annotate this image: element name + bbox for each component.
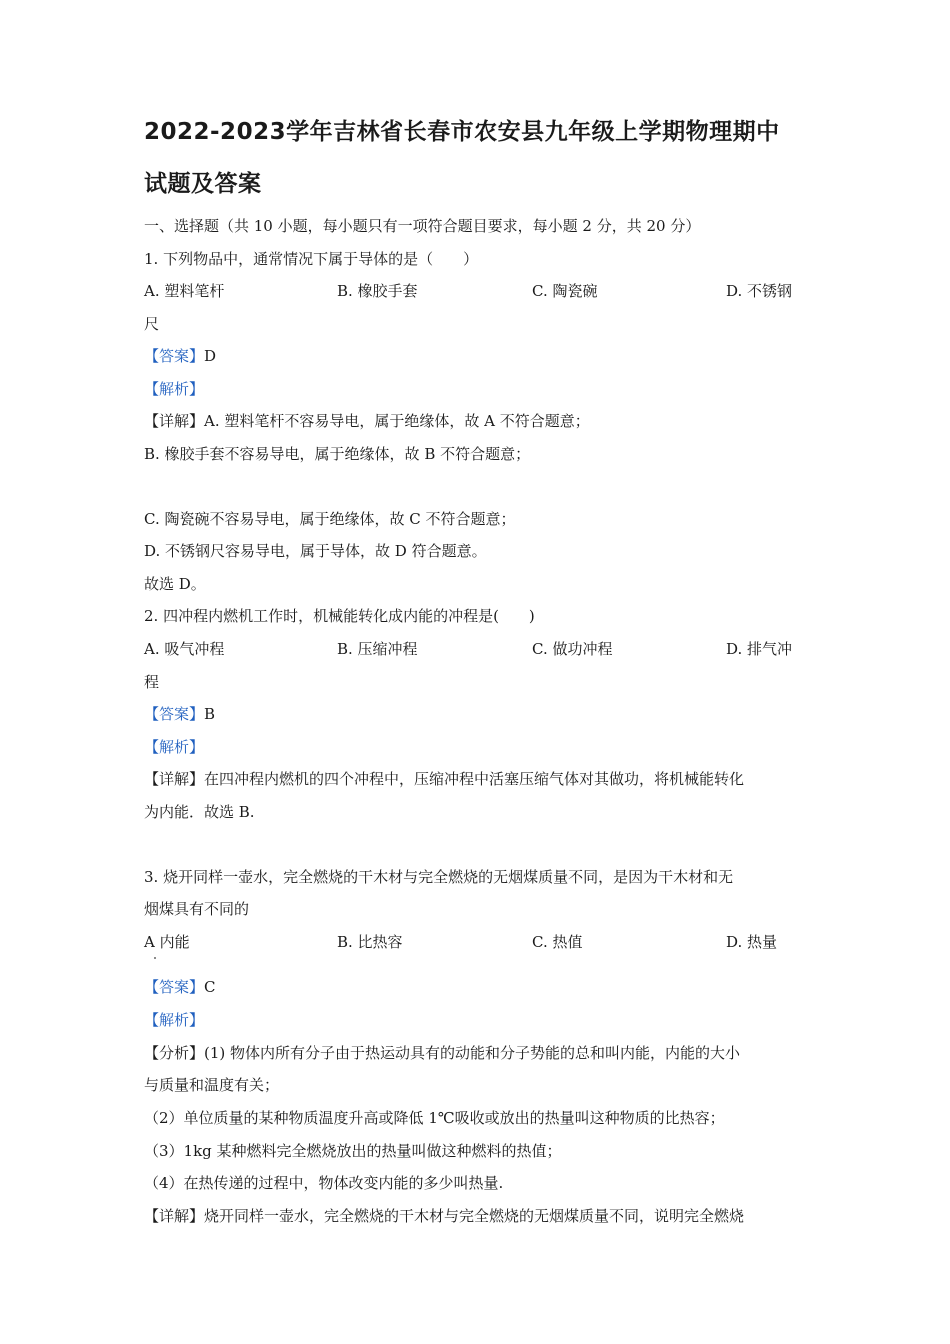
q2-detail-line-1 bbox=[144, 769, 744, 789]
q2-option-c: C. 做功冲程 bbox=[532, 640, 613, 658]
answer-value: B bbox=[204, 705, 216, 723]
q3-detail-line-1 bbox=[144, 1206, 744, 1226]
q2-stem: 2. 四冲程内燃机工作时，机械能转化成内能的冲程是( ) bbox=[144, 607, 535, 625]
q3-option-d: D. 热量 bbox=[726, 933, 778, 951]
fenxi-tag: 【分析】 bbox=[144, 1044, 205, 1062]
q2-option-a: A. 吸气冲程 bbox=[144, 640, 225, 658]
q3-fenxi-line-5: （4）在热传递的过程中，物体改变内能的多少叫热量. bbox=[144, 1174, 504, 1192]
answer-tag: 【答案】 bbox=[144, 347, 205, 365]
q1-stem: 1. 下列物品中，通常情况下属于导体的是（ ） bbox=[144, 250, 479, 268]
answer-value: D bbox=[204, 347, 217, 365]
detail-tag: 【详解】 bbox=[144, 770, 205, 788]
q1-analysis-tag: 【解析】 bbox=[144, 380, 205, 398]
q1-option-d: D. 不锈钢 bbox=[726, 282, 793, 300]
detail-text: 在四冲程内燃机的四个冲程中，压缩冲程中活塞压缩气体对其做功，将机械能转化 bbox=[204, 770, 745, 788]
q3-fenxi-line-3: （2）单位质量的某种物质温度升高或降低 1℃吸收或放出的热量叫这种物质的比热容； bbox=[144, 1109, 725, 1127]
stray-dot bbox=[154, 957, 156, 959]
q2-analysis-tag: 【解析】 bbox=[144, 738, 205, 756]
fenxi-text: (1) 物体内所有分子由于热运动具有的动能和分子势能的总和叫内能，内能的大小 bbox=[204, 1044, 741, 1062]
detail-text: 烧开同样一壶水，完全燃烧的干木材与完全燃烧的无烟煤质量不同，说明完全燃烧 bbox=[204, 1207, 745, 1225]
q3-answer bbox=[144, 977, 216, 997]
q1-detail-line-3: C. 陶瓷碗不容易导电，属于绝缘体，故 C 不符合题意； bbox=[144, 510, 516, 528]
detail-text: A. 塑料笔杆不容易导电，属于绝缘体，故 A 不符合题意； bbox=[204, 412, 590, 430]
q1-answer bbox=[144, 346, 216, 366]
answer-value: C bbox=[204, 978, 216, 996]
answer-tag: 【答案】 bbox=[144, 978, 205, 996]
detail-tag: 【详解】 bbox=[144, 1207, 205, 1225]
answer-tag: 【答案】 bbox=[144, 705, 205, 723]
q1-conclusion: 故选 D。 bbox=[144, 575, 206, 593]
q3-fenxi-line-2: 与质量和温度有关； bbox=[144, 1076, 280, 1094]
q2-option-d-wrap: 程 bbox=[144, 673, 160, 691]
document-title-line-1: 2022-2023学年吉林省长春市农安县九年级上学期物理期中 bbox=[144, 119, 780, 145]
q2-option-d: D. 排气冲 bbox=[726, 640, 793, 658]
q2-option-b: B. 压缩冲程 bbox=[337, 640, 418, 658]
q3-option-b: B. 比热容 bbox=[337, 933, 403, 951]
q3-analysis-tag: 【解析】 bbox=[144, 1011, 205, 1029]
q3-option-c: C. 热值 bbox=[532, 933, 583, 951]
detail-tag: 【详解】 bbox=[144, 412, 205, 430]
q1-option-d-wrap: 尺 bbox=[144, 315, 160, 333]
document-title-line-2: 试题及答案 bbox=[144, 171, 262, 197]
q3-fenxi-line-1 bbox=[144, 1043, 740, 1063]
q3-stem-line-2: 烟煤具有不同的 bbox=[144, 900, 250, 918]
q1-option-a: A. 塑料笔杆 bbox=[144, 282, 225, 300]
q3-option-a: A 内能 bbox=[144, 933, 190, 951]
q1-option-b: B. 橡胶手套 bbox=[337, 282, 418, 300]
q1-option-c: C. 陶瓷碗 bbox=[532, 282, 598, 300]
q1-detail-line-1 bbox=[144, 411, 590, 431]
q1-detail-line-4: D. 不锈钢尺容易导电，属于导体，故 D 符合题意。 bbox=[144, 542, 487, 560]
q3-fenxi-line-4: （3）1kg 某种燃料完全燃烧放出的热量叫做这种燃料的热值； bbox=[144, 1142, 562, 1160]
q3-stem-line-1: 3. 烧开同样一壶水，完全燃烧的干木材与完全燃烧的无烟煤质量不同，是因为干木材和无 bbox=[144, 868, 734, 886]
q2-detail-line-2: 为内能．故选 B. bbox=[144, 803, 255, 821]
q2-answer bbox=[144, 704, 215, 724]
section-heading: 一、选择题（共 10 小题，每小题只有一项符合题目要求，每小题 2 分，共 20 分） bbox=[144, 217, 701, 235]
q1-detail-line-2: B. 橡胶手套不容易导电，属于绝缘体，故 B 不符合题意； bbox=[144, 445, 531, 463]
